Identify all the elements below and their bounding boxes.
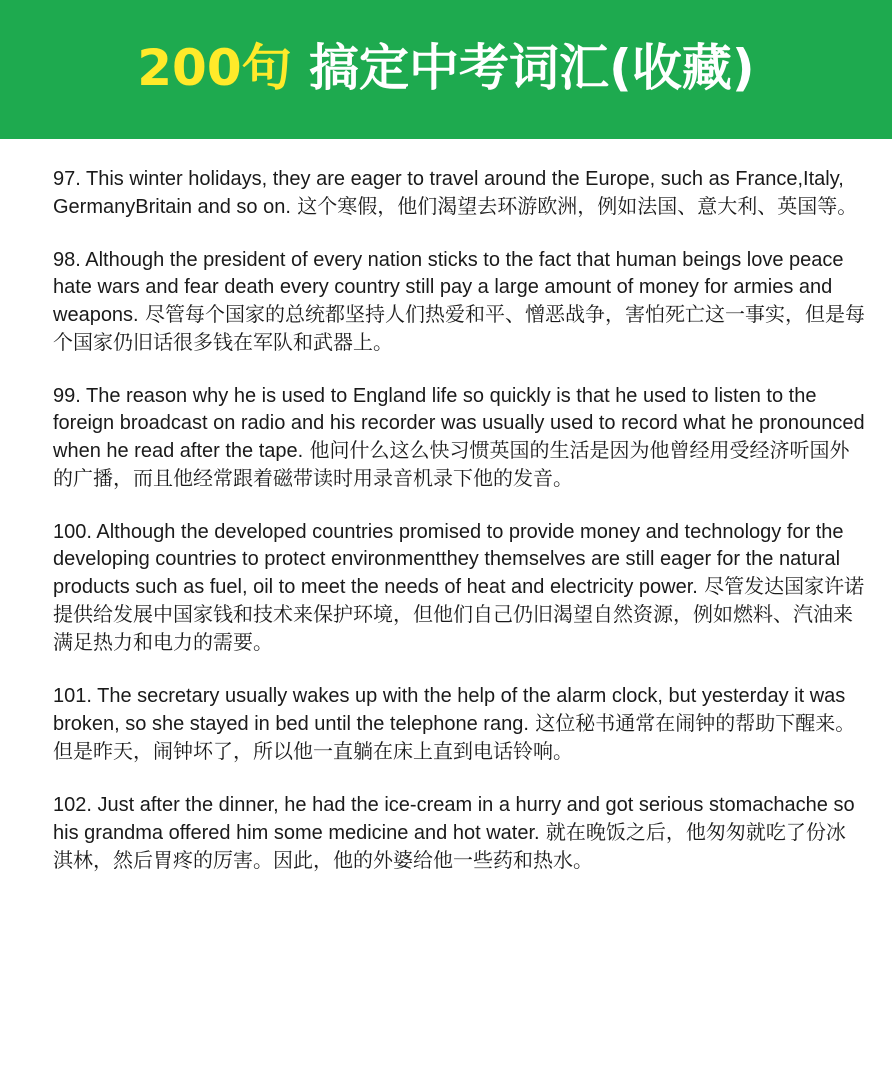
sentence-chinese: 他问什么这么快习惯英国的生活是因为他曾经用受经济听国外的广播，而且他经常跟着磁带读时用录音机录下他的发音。 — [53, 438, 850, 490]
sentence-list — [53, 166, 865, 901]
title-accent: 200句 — [137, 38, 292, 97]
sentence-english: Although the developed countries promised to provide money and technology for the developing countries to protect environmentthey themselves are still eager for the natural products such as fuel, oil to meet the needs of heat and electricity power. — [53, 521, 844, 598]
sentence-entry — [53, 247, 865, 357]
sentence-number: 100. — [53, 521, 92, 543]
sentence-chinese: 尽管每个国家的总统都坚持人们热爱和平、憎恶战争，害怕死亡这一事实，但是每个国家仍旧话很多钱在军队和武器上。 — [53, 302, 865, 354]
sentence-entry — [53, 792, 865, 875]
header-banner — [0, 0, 892, 139]
sentence-entry — [53, 519, 865, 657]
title-main: 搞定中考词汇(收藏) — [291, 38, 755, 97]
sentence-chinese: 这个寒假，他们渴望去环游欧洲，例如法国、意大利、英国等。 — [290, 194, 858, 218]
page-title — [137, 38, 755, 97]
sentence-chinese: 这位秘书通常在闹钟的帮助下醒来。但是昨天，闹钟坏了，所以他一直躺在床上直到电话铃响。 — [53, 711, 856, 763]
sentence-entry — [53, 383, 865, 493]
sentence-number: 102. — [53, 794, 92, 816]
sentence-english: Although the president of every nation sticks to the fact that human beings love peace hate wars and fear death every country still pay a large amount of money for armies and weapons. — [53, 249, 844, 326]
sentence-entry — [53, 683, 865, 766]
sentence-english: The secretary usually wakes up with the help of the alarm clock, but yesterday it was broken, so she stayed in bed until the telephone rang. — [53, 685, 846, 735]
sentence-chinese: 尽管发达国家许诺提供给发展中国家钱和技术来保护环境，但他们自己仍旧渴望自然资源，例如燃料、汽油来满足热力和电力的需要。 — [53, 574, 865, 654]
sentence-number: 101. — [53, 685, 92, 707]
sentence-chinese: 就在晚饭之后，他匆匆就吃了份冰淇林，然后胃疼的厉害。因此，他的外婆给他一些药和热水。 — [53, 820, 846, 872]
sentence-number: 97. — [53, 168, 81, 190]
sentence-number: 98. — [53, 249, 81, 271]
sentence-number: 99. — [53, 385, 81, 407]
sentence-entry — [53, 166, 865, 221]
sentence-english: The reason why he is used to England life so quickly is that he used to listen to the foreign broadcast on radio and his recorder was usually used to record what he pronounced when he read after the tape. — [53, 385, 865, 462]
sentence-english: This winter holidays, they are eager to travel around the Europe, such as France,Italy, GermanyBritain and so on. — [53, 168, 844, 218]
sentence-english: Just after the dinner, he had the ice-cream in a hurry and got serious stomachache so his grandma offered him some medicine and hot water. — [53, 794, 855, 844]
